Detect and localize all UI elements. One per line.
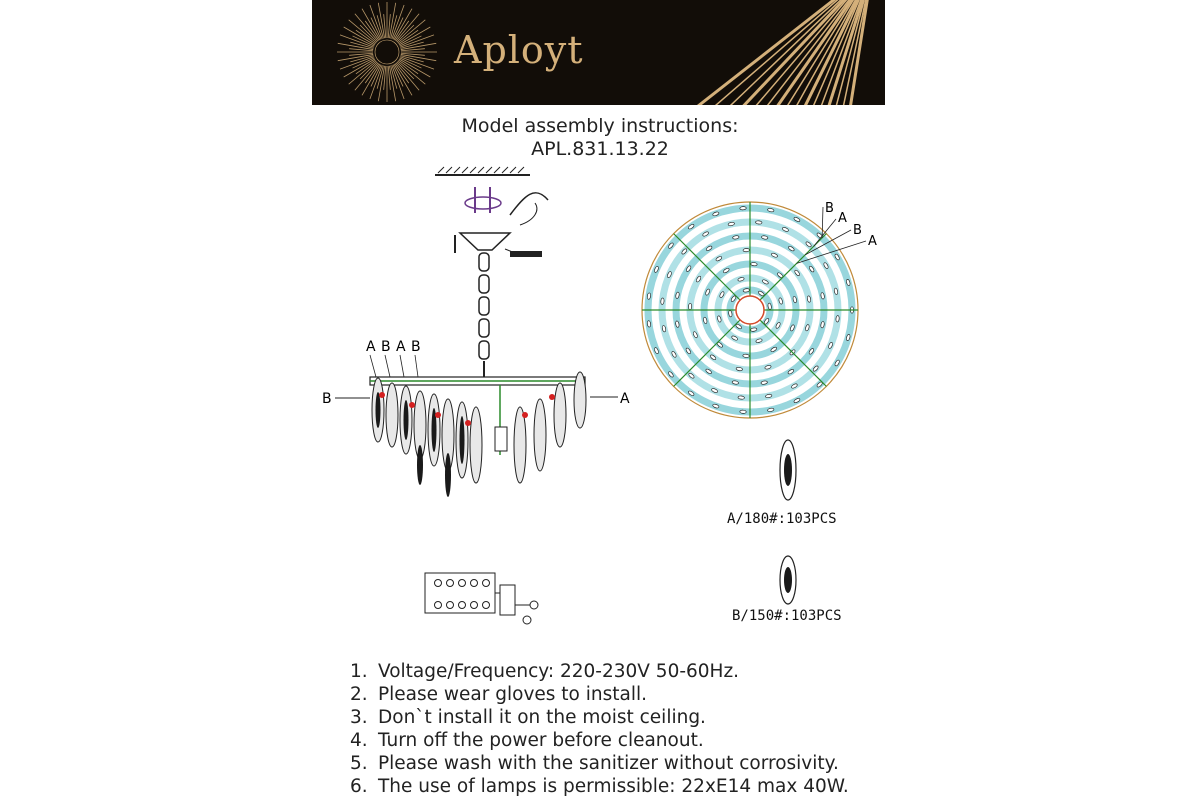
top-view-diagram [642, 202, 866, 418]
label-right: A [620, 391, 630, 407]
crystal-b-icon [780, 556, 796, 604]
wiring-diagram [425, 573, 538, 624]
instruction-item: 6. The use of lamps is permissible: 22xE14 max 40W. [350, 776, 849, 797]
crystal-a-icon [780, 440, 796, 500]
part-a-caption: A/180#:103PCS [727, 511, 837, 527]
ring-label-4: A [868, 234, 877, 249]
brand-logo-text: Aployt [454, 28, 584, 72]
instruction-item: 1. Voltage/Frequency: 220-230V 50-60Hz. [350, 661, 740, 682]
label-top-3: A [396, 339, 406, 355]
label-left: B [322, 391, 332, 407]
sunburst-decoration [312, 0, 885, 105]
instruction-item: 4. Turn off the power before cleanout. [350, 730, 704, 751]
ring-label-3: B [853, 223, 862, 238]
chandelier-drawing [335, 355, 618, 497]
ceiling-mount-icon [435, 167, 548, 225]
brand-banner [312, 0, 885, 105]
ring-label-2: A [838, 211, 847, 226]
label-top-4: B [411, 339, 421, 355]
instruction-item: 2. Please wear gloves to install. [350, 684, 648, 705]
label-top-1: A [366, 339, 376, 355]
instructions-list [350, 660, 849, 798]
ring-label-1: B [825, 201, 834, 216]
page-title: Model assembly instructions: [461, 115, 739, 137]
model-number: APL.831.13.22 [531, 138, 669, 160]
instruction-item: 5. Please wash with the sanitizer without corrosivity. [350, 753, 839, 774]
part-b-caption: B/150#:103PCS [732, 608, 842, 624]
instruction-item: 3. Don`t install it on the moist ceiling. [350, 707, 706, 728]
label-top-2: B [381, 339, 391, 355]
assembly-diagram [320, 165, 890, 645]
chain-icon [479, 253, 489, 359]
